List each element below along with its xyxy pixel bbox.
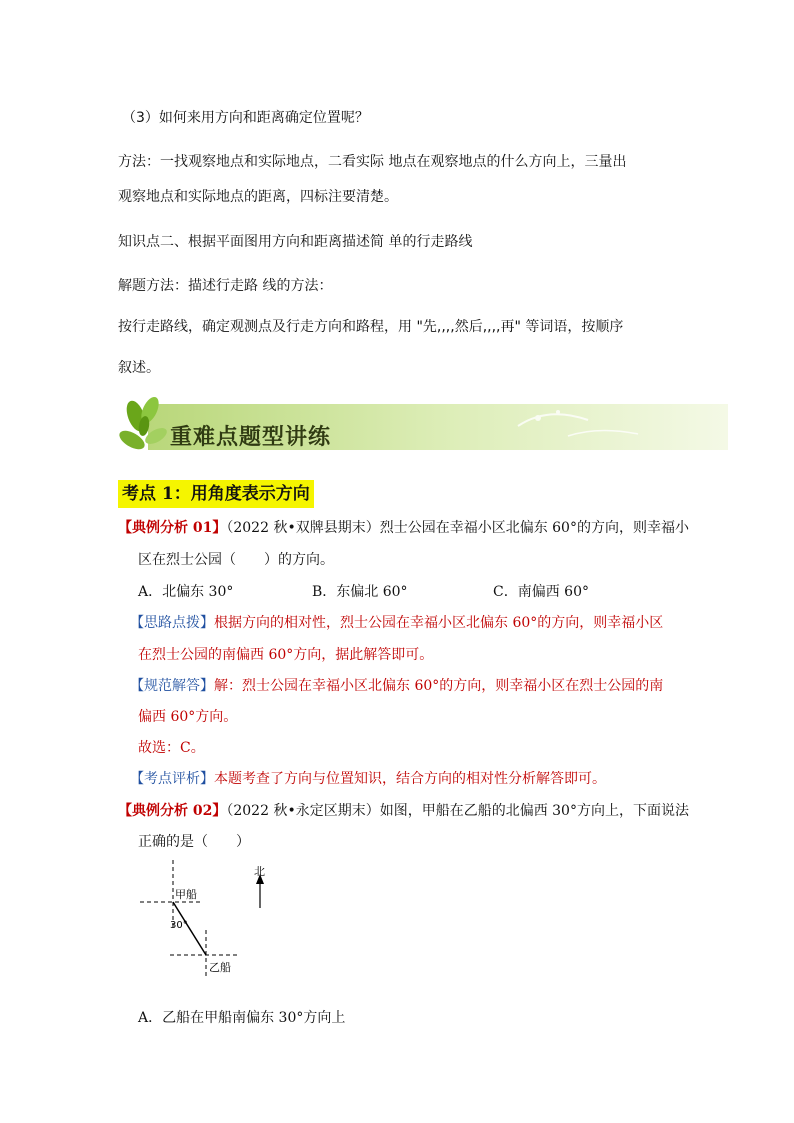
example-2-option-a: A．乙船在甲船南偏东 30°方向上 (138, 1010, 346, 1026)
answer-tag: 【规范解答】 (130, 678, 214, 694)
option-b: B．东偏北 60° (312, 584, 408, 600)
method-line-2: 观察地点和实际地点的距离，四标注要清楚。 (118, 189, 398, 205)
example-2-tag: 【典例分析 02】 (118, 803, 227, 819)
hint-line-1: 【思路点拨】根据方向的相对性，烈士公园在幸福小区北偏东 60°的方向，则幸福小区 (130, 615, 664, 631)
route-desc-line-1: 按行走路线，确定观测点及行走方向和路程，用 "先,,,,然后,,,,再" 等词语，按顺序 (118, 319, 624, 335)
comment-tag: 【考点评析】 (130, 771, 214, 787)
hint-tag: 【思路点拨】 (130, 615, 214, 631)
kaodian-heading: 考点 1：用角度表示方向 (118, 480, 314, 508)
hint-line-2: 在烈士公园的南偏西 60°方向，据此解答即可。 (138, 647, 434, 663)
ship-a-label: 甲船 (175, 888, 197, 901)
question-3: （3）如何来用方向和距离确定位置呢？ (122, 110, 369, 126)
example-2-stem-2: 正确的是（ ） (138, 834, 250, 850)
comment-line: 【考点评析】本题考查了方向与位置知识，结合方向的相对性分析解答即可。 (130, 771, 606, 787)
example-1-stem: （2022 秋•双牌县期末）烈士公园在幸福小区北偏东 60°的方向，则幸福小 (226, 520, 689, 536)
north-label: 北 (254, 865, 265, 878)
example-1-tag: 【典例分析 01】 (118, 520, 227, 536)
method-line-1: 方法：一找观察地点和实际地点，二看实际 地点在观察地点的什么方向上，三量出 (118, 154, 627, 170)
example-1-stem-2: 区在烈士公园（ ）的方向。 (138, 552, 334, 568)
option-c: C．南偏西 60° (493, 584, 589, 600)
knowledge-point-2: 知识点二、根据平面图用方向和距离描述简 单的行走路线 (118, 234, 473, 250)
solve-method: 解题方法：描述行走路 线的方法： (118, 278, 333, 294)
answer-choice: 故选：C。 (138, 740, 205, 756)
route-desc-line-2: 叙述。 (118, 360, 160, 376)
example-1-stem-1 (118, 518, 689, 538)
ship-b-label: 乙船 (209, 961, 231, 974)
option-a: A．北偏东 30° (138, 584, 234, 600)
ship-direction-diagram (140, 860, 290, 980)
angle-label: 30° (170, 920, 188, 931)
banner-title: 重难点题型讲练 (170, 425, 332, 450)
example-2-stem-1: 【典例分析 02】（2022 秋•永定区期末）如图，甲船在乙船的北偏西 30°方向上，下面说法 (118, 803, 689, 819)
answer-line-1: 【规范解答】解：烈士公园在幸福小区北偏东 60°的方向，则幸福小区在烈士公园的南 (130, 678, 664, 694)
answer-line-2: 偏西 60°方向。 (138, 709, 238, 725)
